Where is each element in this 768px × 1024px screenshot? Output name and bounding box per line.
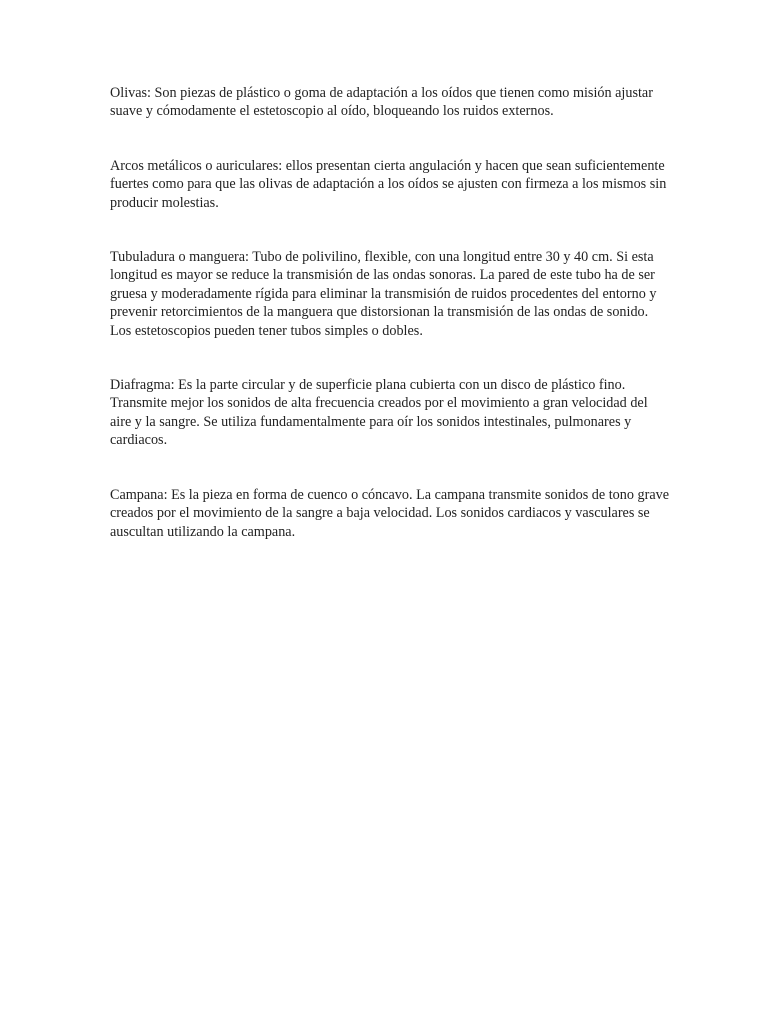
paragraph-olivas: Olivas: Son piezas de plástico o goma de adaptación a los oídos que tienen como misión ajustar suave y cómodamente el estetoscopio al oído, bloqueando los ruidos externos. <box>110 85 653 120</box>
paragraph-arcos-metalicos: Arcos metálicos o auriculares: ellos presentan cierta angulación y hacen que sean suficientemente fuertes como para que las olivas de adaptación a los oídos se ajusten con firmeza a los mismos sin producir molestias. <box>110 157 667 211</box>
document-body <box>110 84 670 541</box>
paragraph-tubuladura: Tubuladura o manguera: Tubo de polivilino, flexible, con una longitud entre 30 y 40 cm. Si esta longitud es mayor se reduce la transmisión de las ondas sonoras. La pared de este tubo ha de ser gruesa y moderadamente rígida para eliminar la transmisión de ruidos procedentes del entorno y prevenir retorcimientos de la manguera que distorsionan la transmisión de las ondas de sonido. Los estetoscopios pueden tener tubos simples o dobles. <box>110 249 657 339</box>
paragraph-diafragma: Diafragma: Es la parte circular y de superficie plana cubierta con un disco de plástico fino. Transmite mejor los sonidos de alta frecuencia creados por el movimiento a gran velocidad del aire y la sangre. Se utiliza fundamentalmente para oír los sonidos intestinales, pulmonares y cardiacos. <box>110 377 648 449</box>
paragraph-campana: Campana: Es la pieza en forma de cuenco o cóncavo. La campana transmite sonidos de tono grave creados por el movimiento de la sangre a baja velocidad. Los sonidos cardiacos y vasculares se auscultan utilizando la campana. <box>110 486 670 540</box>
